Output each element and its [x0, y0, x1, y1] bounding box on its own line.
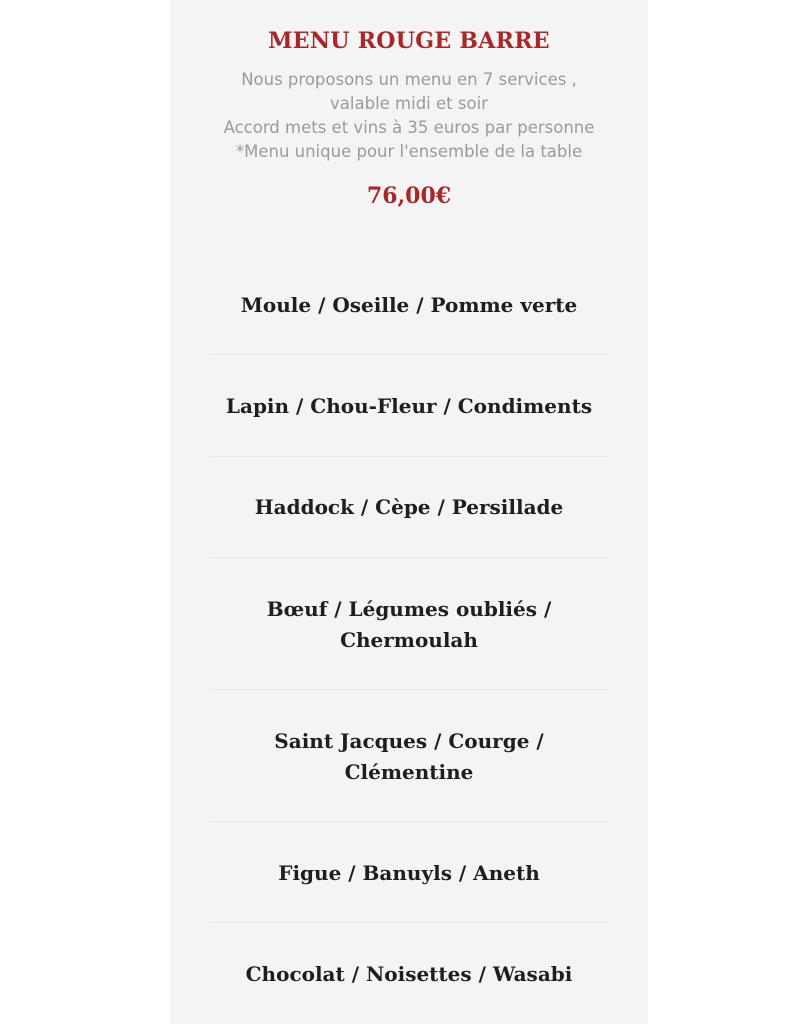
- course-line: Figue / Banuyls / Aneth: [278, 861, 540, 885]
- course-line: Lapin / Chou-Fleur / Condiments: [225, 394, 593, 418]
- menu-price: 76,00€: [366, 183, 452, 209]
- course-item-7: [170, 959, 648, 990]
- divider: [210, 689, 607, 690]
- divider: [210, 557, 607, 558]
- menu-title: MENU ROUGE BARRE: [268, 28, 550, 54]
- divider: [210, 456, 607, 457]
- description-line: Accord mets et vins à 35 euros par personne: [223, 118, 595, 137]
- course-item-4: [170, 594, 648, 656]
- course-line: Moule / Oseille / Pomme verte: [240, 293, 578, 317]
- course-line: Saint Jacques / Courge /: [274, 729, 544, 753]
- course-line: Chermoulah: [340, 628, 478, 652]
- course-item-2: [170, 391, 648, 422]
- divider: [210, 821, 607, 822]
- course-item-6: [170, 858, 648, 889]
- course-line: Bœuf / Légumes oubliés /: [266, 597, 552, 621]
- course-item-3: [170, 492, 648, 523]
- description-line: valable midi et soir: [330, 94, 488, 113]
- divider: [210, 354, 607, 355]
- divider: [210, 922, 607, 923]
- course-line: Chocolat / Noisettes / Wasabi: [245, 962, 573, 986]
- course-item-5: [170, 726, 648, 788]
- course-line: Haddock / Cèpe / Persillade: [254, 495, 564, 519]
- description-line: *Menu unique pour l'ensemble de la table: [235, 142, 583, 161]
- menu-card: [170, 0, 648, 1024]
- course-line: Clémentine: [344, 760, 474, 784]
- description-line: Nous proposons un menu en 7 services ,: [241, 70, 577, 89]
- menu-description: [170, 68, 648, 164]
- course-item-1: [170, 290, 648, 321]
